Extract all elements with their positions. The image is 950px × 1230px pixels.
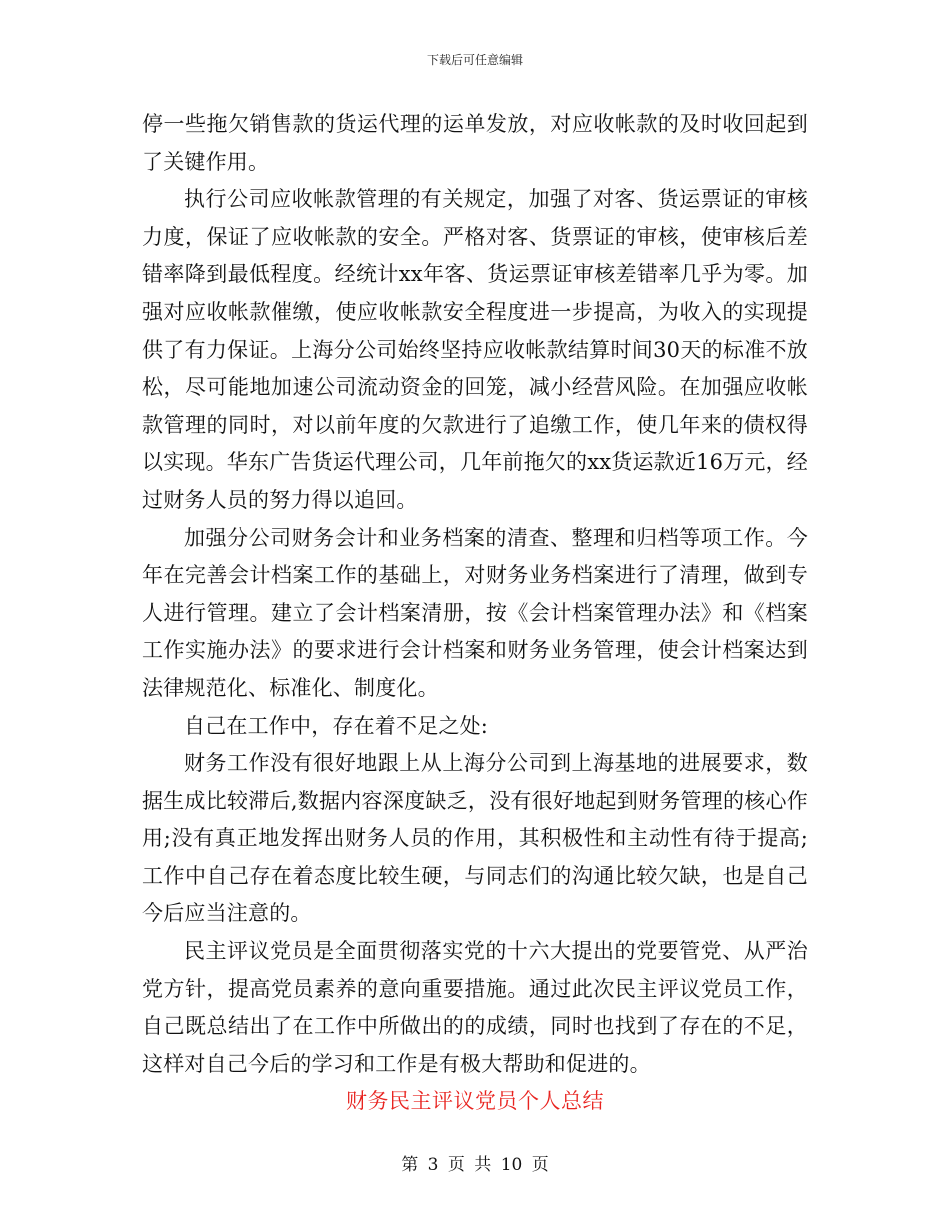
paragraph-5: 财务工作没有很好地跟上从上海分公司到上海基地的进展要求，数据生成比较滞后,数据内容深度缺乏，没有很好地起到财务管理的核心作用;没有真正地发挥出财务人员的作用，其积极性和主动性有待于提高;工作中自己存在着态度比较生硬，与同志们的沟通比较欠缺，也是自己今后应当注意的。 <box>142 751 808 926</box>
paragraph-6: 民主评议党员是全面贯彻落实党的十六大提出的党要管党、从严治党方针，提高党员素养的意向重要措施。通过此次民主评议党员工作，自己既总结出了在工作中所做出的的成绩，同时也找到了存在的不足，这样对自己今后的学习和工作是有极大帮助和促进的。 <box>142 939 808 1076</box>
paragraph-1: 停一些拖欠销售款的货运代理的运单发放，对应收帐款的及时收回起到了关键作用。 <box>142 112 808 174</box>
document-body <box>142 106 808 1121</box>
section-title: 财务民主评议党员个人总结 <box>346 1089 604 1114</box>
paragraph-3: 加强分公司财务会计和业务档案的清查、整理和归档等项工作。今年在完善会计档案工作的基础上，对财务业务档案进行了清理，做到专人进行管理。建立了会计档案清册，按《会计档案管理办法》和《档案工作实施办法》的要求进行会计档案和财务业务管理，使会计档案达到法律规范化、标准化、制度化。 <box>142 525 808 700</box>
paragraph-4: 自己在工作中，存在着不足之处: <box>184 713 489 738</box>
page-number-footer: 第 3 页 共 10 页 <box>401 1155 549 1175</box>
page-header: 下载后可任意编辑 <box>426 53 523 67</box>
paragraph-2: 执行公司应收帐款管理的有关规定，加强了对客、货运票证的审核力度，保证了应收帐款的安全。严格对客、货票证的审核，使审核后差错率降到最低程度。经统计xx年客、货运票证审核差错率几乎为零。加强对应收帐款催缴，使应收帐款安全程度进一步提高，为收入的实现提供了有力保证。上海分公司始终坚持应收帐款结算时间30天的标准不放松，尽可能地加速公司流动资金的回笼，减小经营风险。在加强应收帐款管理的同时，对以前年度的欠款进行了追缴工作，使几年来的债权得以实现。华东广告货运代理公司，几年前拖欠的xx货运款近16万元，经过财务人员的努力得以追回。 <box>142 187 809 512</box>
